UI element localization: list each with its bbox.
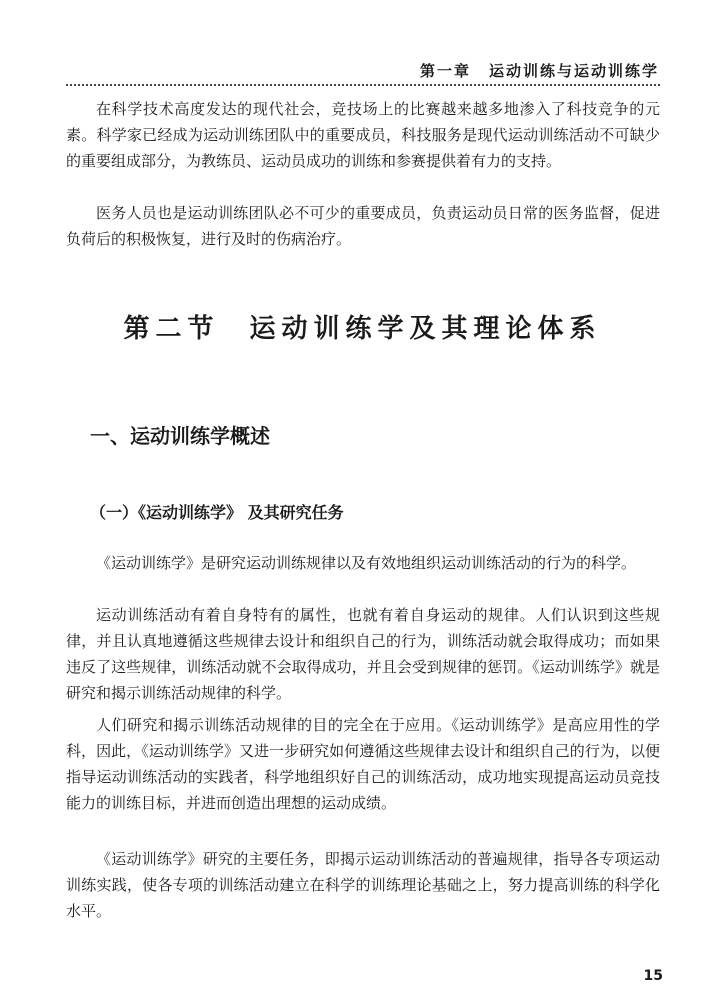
section-title-text: 运动训练学及其理论体系 <box>249 314 602 344</box>
running-header <box>420 60 659 81</box>
paragraph: 《运动训练学》研究的主要任务，即揭示运动训练活动的普遍规律，指导各专项运动训练实践，使各专项的训练活动建立在科学的训练理论基础之上，努力提高训练的科学化水平。 <box>66 850 660 920</box>
running-header-chapter-title: 运动训练与运动训练学 <box>488 62 659 80</box>
running-header-chapter: 第一章 <box>419 62 471 80</box>
section-title <box>0 308 725 345</box>
paragraph: 《运动训练学》是研究运动训练规律以及有效地组织运动训练活动的行为的科学。 <box>96 554 637 572</box>
header-rule <box>66 84 660 86</box>
subsection-heading: 一、运动训练学概述 <box>90 424 270 448</box>
paragraph: 运动训练活动有着自身特有的属性，也就有着自身运动的规律。人们认识到这些规律，并且认真地遵循这些规律去设计和组织自己的行为，训练活动就会取得成功；而如果违反了这些规律，训练活动就不会取得成功，并且会受到规律的惩罚。《运动训练学》就是研究和揭示训练活动规律的科学。 <box>66 606 660 702</box>
paragraph: 医务人员也是运动训练团队必不可少的重要成员，负责运动员日常的医务监督，促进负荷后的积极恢复，进行及时的伤病治疗。 <box>66 204 660 248</box>
subsubsection-heading: （一）《运动训练学》 及其研究任务 <box>90 503 344 522</box>
page-number: 15 <box>643 968 663 984</box>
section-number: 第二节 <box>123 314 220 344</box>
paragraph: 在科学技术高度发达的现代社会，竞技场上的比赛越来越多地渗入了科技竞争的元素。科学家已经成为运动训练团队中的重要成员，科技服务是现代运动训练活动不可缺少的重要组成部分，为教练员、运动员成功的训练和参赛提供着有力的支持。 <box>66 100 660 170</box>
paragraph: 人们研究和揭示训练活动规律的目的完全在于应用。《运动训练学》是高应用性的学科，因此，《运动训练学》又进一步研究如何遵循这些规律去设计和组织自己的行为，以便指导运动训练活动的实践者，科学地组织好自己的训练活动，成功地实现提高运动员竞技能力的训练目标，并进而创造出理想的运动成绩。 <box>66 716 660 812</box>
